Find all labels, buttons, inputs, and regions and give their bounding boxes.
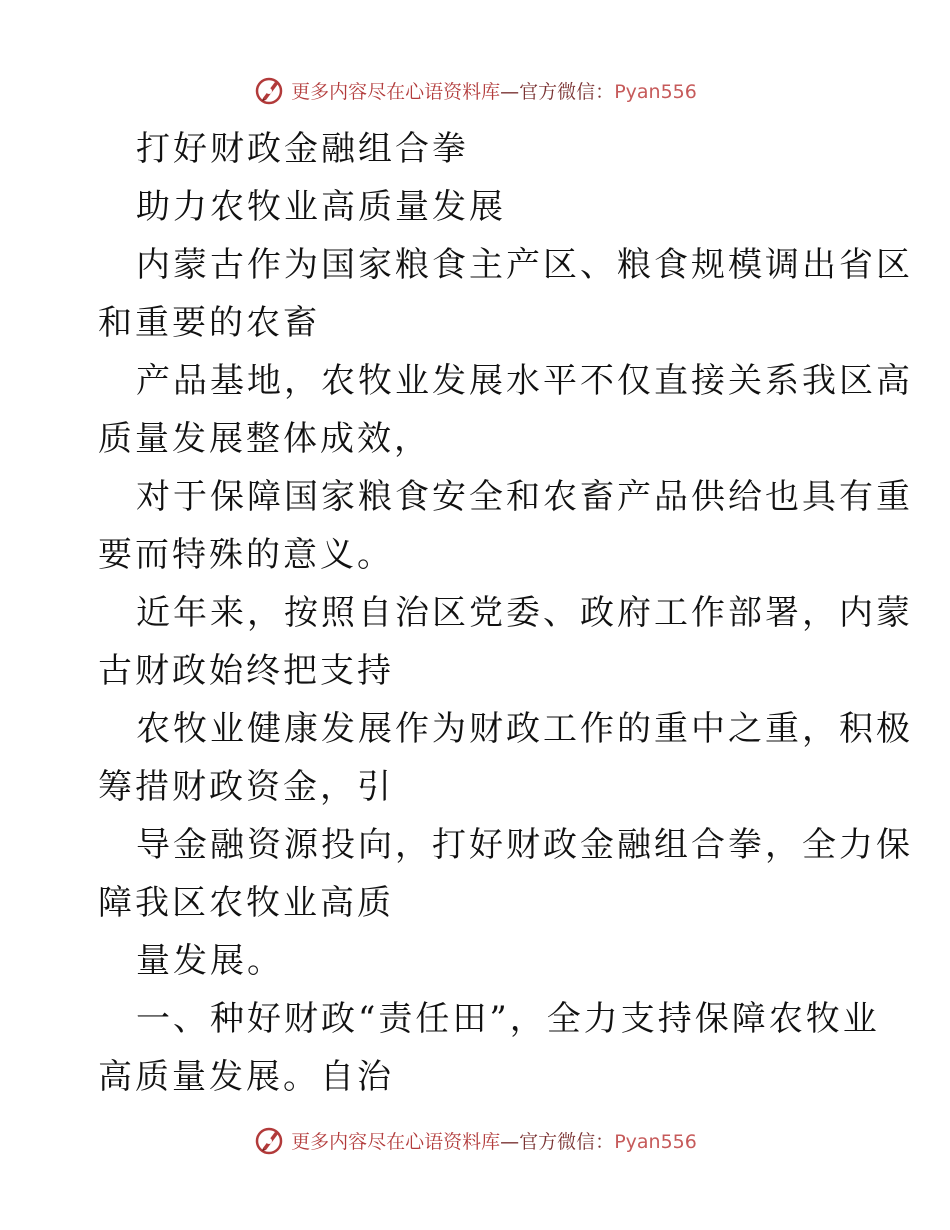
document-body [98,120,913,1106]
doc-line: 导金融资源投向，打好财政金融组合拳，全力保 [136,825,913,865]
doc-line: 高质量发展。自治 [98,1057,394,1097]
separator-dash: — [500,1130,520,1153]
header-watermark-banner [0,70,950,110]
doc-line: 近年来，按照自治区党委、政府工作部署，内蒙 [136,593,913,633]
doc-line: 内蒙古作为国家粮食主产区、粮食规模调出省区 [136,245,913,285]
quill-pen-logo-icon [253,74,285,106]
doc-line: 量发展。 [136,941,284,981]
footer-watermark-banner [0,1120,950,1160]
separator-dash: — [500,80,520,103]
doc-line: 古财政始终把支持 [98,651,394,691]
watermark-text [291,1127,697,1154]
doc-subtitle: 助力农牧业高质量发展 [136,187,506,227]
official-wechat-label: 官方微信： [519,80,615,103]
wechat-id: Pyan556 [614,80,697,103]
doc-line: 障我区农牧业高质 [98,883,394,923]
doc-line: 对于保障国家粮食安全和农畜产品供给也具有重 [136,477,913,517]
doc-line: 要而特殊的意义。 [98,535,394,575]
doc-line: 筹措财政资金，引 [98,767,394,807]
doc-line: 产品基地，农牧业发展水平不仅直接关系我区高 [136,361,913,401]
site-text: 更多内容尽在心语资料库 [291,1130,501,1153]
doc-line: 质量发展整体成效， [98,419,431,459]
doc-line: 农牧业健康发展作为财政工作的重中之重，积极 [136,709,913,749]
wechat-id: Pyan556 [614,1130,697,1153]
site-text: 更多内容尽在心语资料库 [291,80,501,103]
doc-title: 打好财政金融组合拳 [136,129,469,169]
watermark-text [291,77,697,104]
doc-line: 和重要的农畜 [98,303,320,343]
doc-line: 一、种好财政“责任田”，全力支持保障农牧业 [136,999,880,1039]
official-wechat-label: 官方微信： [519,1130,615,1153]
quill-pen-logo-icon [253,1124,285,1156]
